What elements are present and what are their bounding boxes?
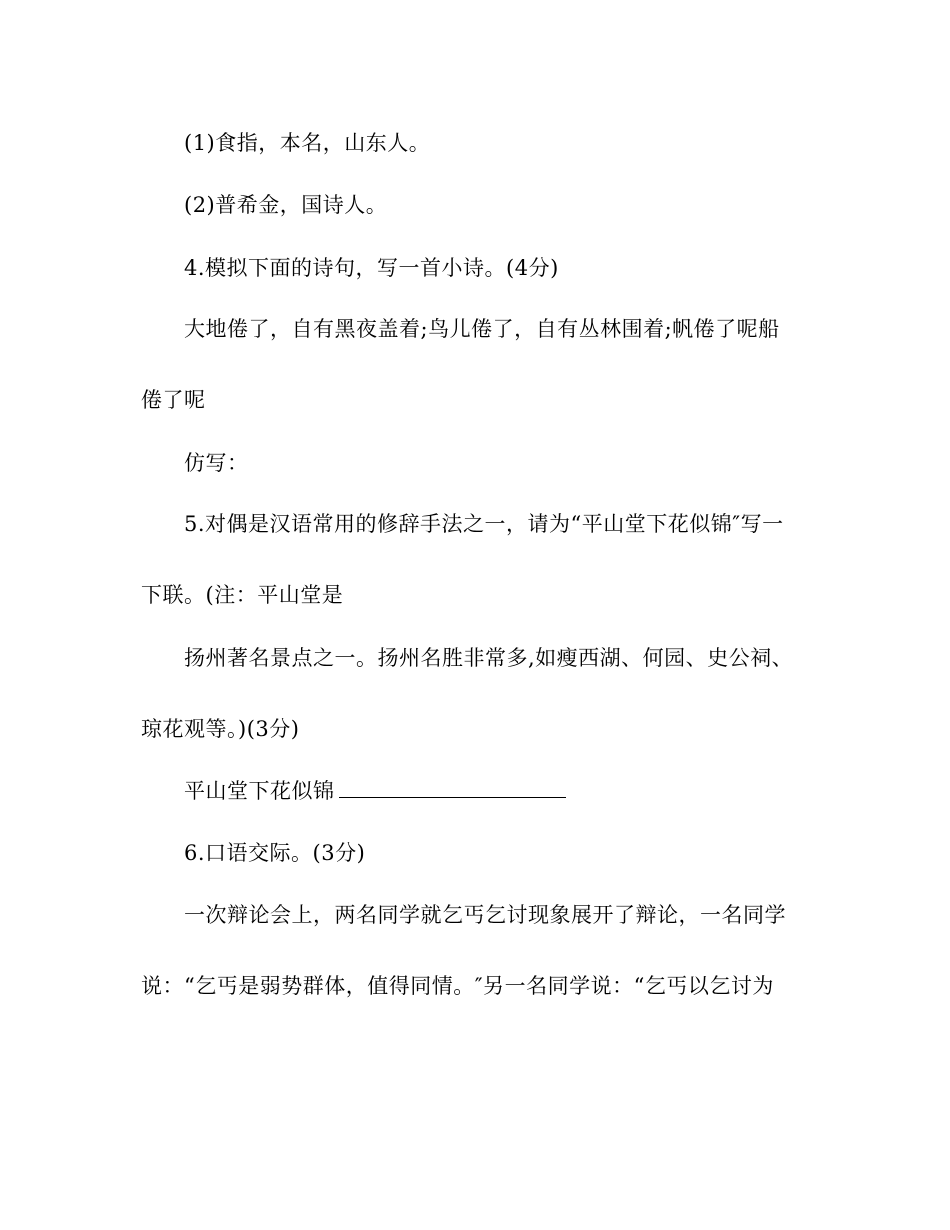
answer-line-2: (2)普希金，国诗人。 [184,193,388,217]
poem-line-2: 倦了呢 [141,388,206,412]
question-6-heading: 6.口语交际。(3分) [184,841,366,865]
question-5-line-4: 琼花观等。)(3分) [141,717,300,741]
couplet-first-line: 平山堂下花似锦 [184,779,335,803]
imitation-label: 仿写： [184,451,249,475]
question-5-heading: 5.对偶是汉语常用的修辞手法之一，请为“平山堂下花似锦″写一 [184,512,784,536]
answer-line-1: (1)食指，本名，山东人。 [184,131,431,155]
answer-blank[interactable] [339,779,566,798]
question-5-line-2: 下联。(注：平山堂是 [141,583,344,607]
poem-line-1: 大地倦了，自有黑夜盖着;鸟儿倦了，自有丛林围着;帆倦了呢船 [184,317,780,341]
couplet-prompt [184,776,566,806]
question-4-heading: 4.模拟下面的诗句，写一首小诗。(4分) [184,256,559,280]
question-6-line-1: 一次辩论会上，两名同学就乞丐乞讨现象展开了辩论，一名同学 [184,903,786,927]
question-6-line-2: 说：“乞丐是弱势群体，值得同情。″另一名同学说：“乞丐以乞讨为 [141,974,774,998]
question-5-line-3: 扬州著名景点之一。扬州名胜非常多,如瘦西湖、何园、史公祠、 [184,646,794,670]
